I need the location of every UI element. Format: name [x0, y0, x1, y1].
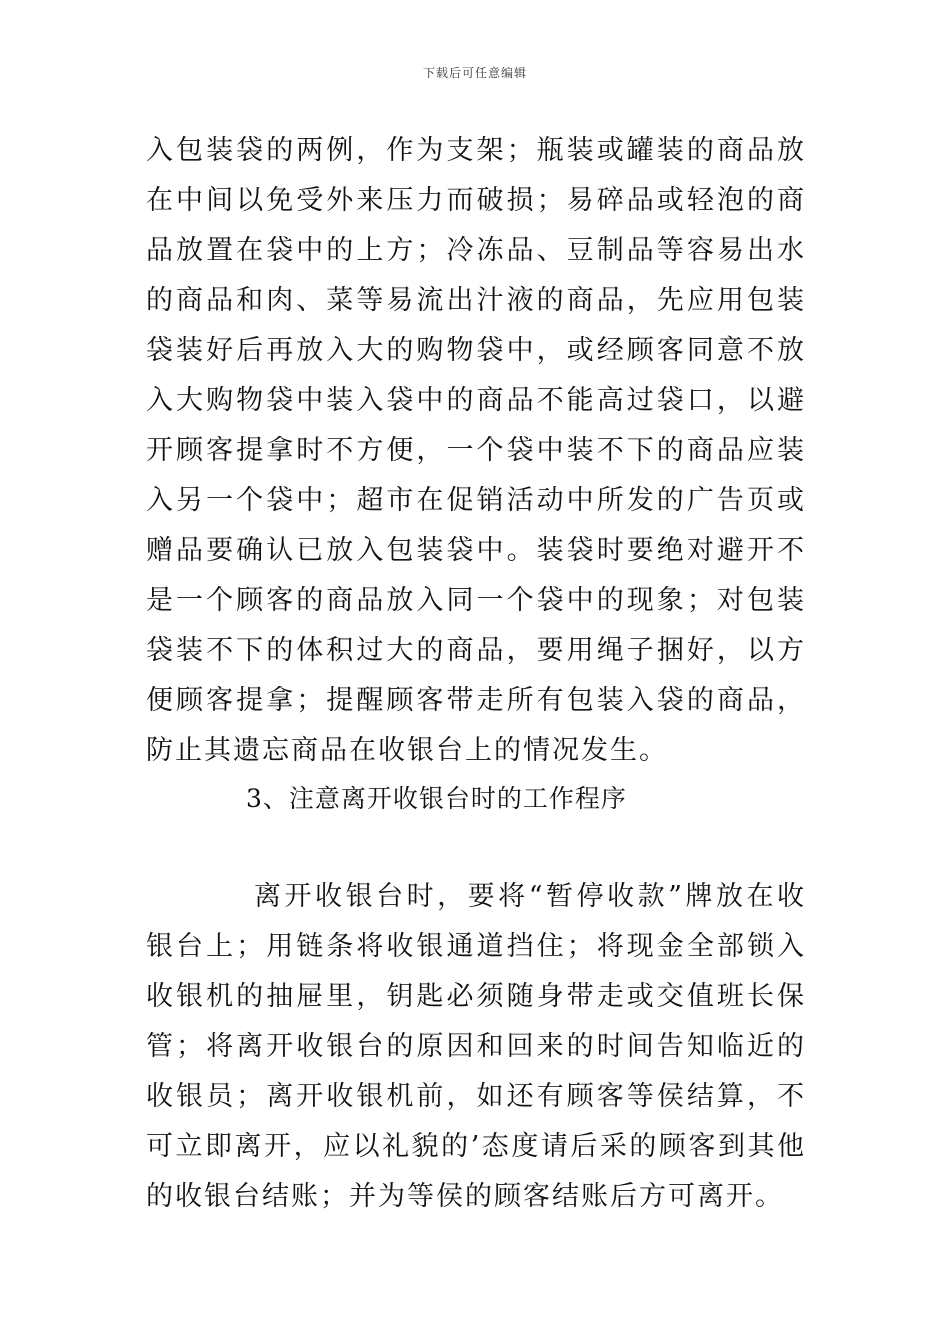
body-paragraph-2: 离开收银台时，要将“暂停收款”牌放在收银台上；用链条将收银通道挡住；将现金全部锁入收银机的抽屉里，钥匙必须随身带走或交值班长保管；将离开收银台的原因和回来的时间告知临近的收银员；离开收银机前，如还有顾客等侯结算，不可立即离开，应以礼貌的’态度请后采的顾客到其他的收银台结账；并为等侯的顾客结账后方可离开。 [146, 881, 806, 1212]
section-heading: 3、注意离开收银台时的工作程序 [246, 784, 627, 813]
page-header-note: 下载后可任意编辑 [422, 66, 527, 80]
body-paragraph-1: 入包装袋的两例，作为支架；瓶装或罐装的商品放在中间以免受外来压力而破损；易碎品或轻泡的商品放置在袋中的上方；冷冻品、豆制品等容易出水的商品和肉、菜等易流出汁液的商品，先应用包装袋装好后再放入大的购物袋中，或经顾客同意不放入大购物袋中装入袋中的商品不能高过袋口，以避开顾客提拿时不方便，一个袋中装不下的商品应装入另一个袋中；超市在促销活动中所发的广告页或赠品要确认已放入包装袋中。装袋时要绝对避开不是一个顾客的商品放入同一个袋中的现象；对包装袋装不下的体积过大的商品，要用绳子捆好，以方便顾客提拿；提醒顾客带走所有包装入袋的商品，防止其遗忘商品在收银台上的情况发生。 [146, 135, 806, 766]
